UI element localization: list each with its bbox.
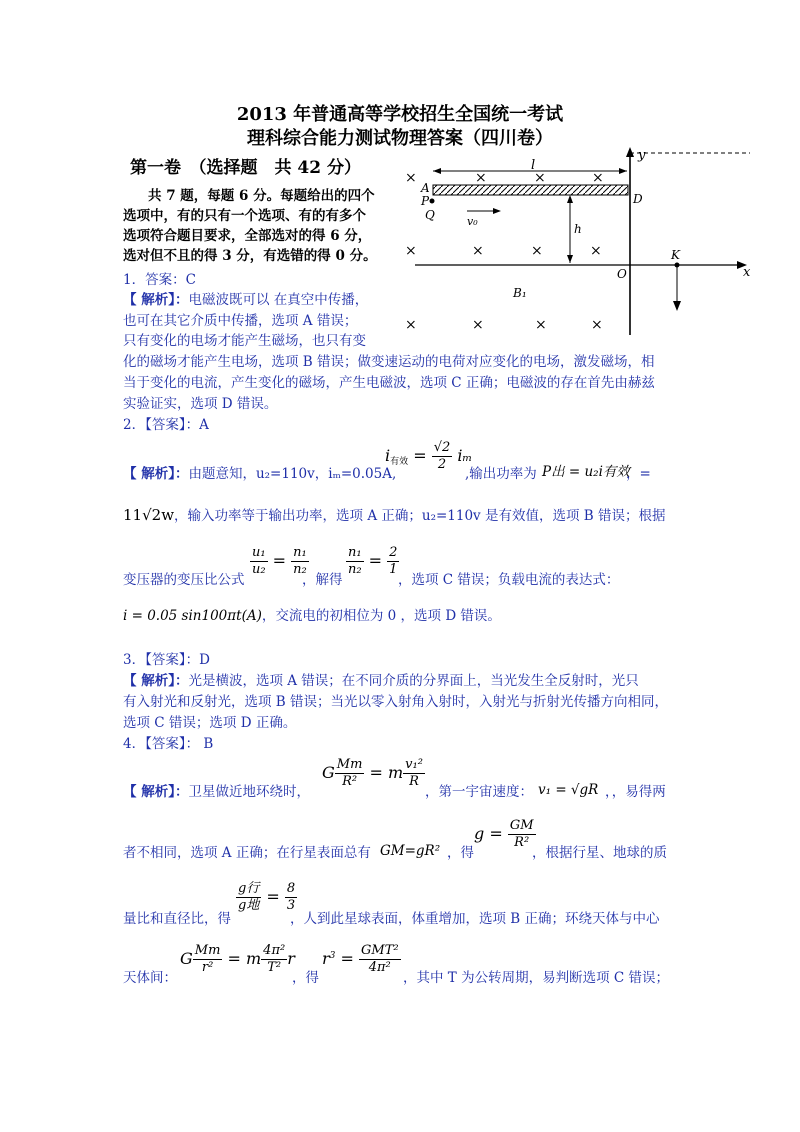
svg-text:×: × [531,243,543,259]
q2-ratio: $\frac{\text{u₁}}{\text{u₂}}$ = $\frac{\text{n₁}}{\text{n₂}}$ [252,545,307,577]
q4-gm: GM=gR² [380,843,441,859]
y-label: y [638,148,646,163]
svg-text:×: × [405,317,417,333]
x-label: x [743,265,751,280]
physics-diagram [405,145,760,340]
svg-text:×: × [592,170,604,186]
title-line-1: 2013 年普通高等学校招生全国统一考试 [236,104,564,125]
q4-line-1-end: ，，易得两 [605,784,666,800]
q2-line-2: 11√2w，输入功率等于输出功率，选项 A 正确；u₂=110v 是有效值，选项 B 错误；根据 [123,506,666,524]
q2-line-3-text: 变压器的变压比公式 [123,572,245,588]
q1-line-5: 当于变化的电流，产生变化的磁场，产生电磁波，选项 C 正确；电磁波的存在首先由赫兹 [123,375,655,391]
q1-line-1: 【 解析】：电磁波既可以 在真空中传播， [123,292,369,308]
title-line-2: 理科综合能力测试物理答案（四川卷） [247,128,553,149]
q2-eq: ，= [626,466,651,482]
v0-label: v₀ [467,215,478,228]
intro-line-2: 选项中，有的只有一个选项、有的有多个 [123,208,366,224]
plate [433,185,628,195]
svg-text:×: × [534,170,546,186]
intro-line-4: 选对但不且的得 3 分，有选错的得 0 分。 [123,248,377,264]
q4-eq-gravity: G $\frac{Mm}{\text{R²}}$ = m $\frac{\text{v₁²}}{R}$ [322,757,423,789]
q1-line-3: 只有变化的电场才能产生磁场，也只有变 [123,333,366,349]
q4-line-2: 者不相同，选项 A 正确；在行星表面总有 [123,845,371,861]
B1-label: B₁ [513,286,527,300]
q3-line-1: 【 解析】：光是横波，选项 A 错误；在不同介质的分界面上，当光发生全反射时，光只 [123,673,639,689]
q1-answer: 1．答案：C [123,272,196,288]
q2-line-4: i = 0.05 sin100πt(A)，交流电的初相位为 0 ，选项 D 错误。 [123,608,501,624]
Q-label: Q [425,208,435,222]
q4-g-formula: g = $\frac{GM}{\text{R²}}$ [474,818,534,850]
q3-line-2: 有入射光和反射光，选项 B 错误；当光以零入射角入射时，入射光与折射光传播方向相同， [123,694,669,710]
q4-de2: ，得 [292,970,319,986]
svg-text:×: × [475,170,487,186]
q4-r3-eq: $r^3$ = $\frac{\text{GMT²}}{\text{4π²}}$ [322,943,399,975]
section-heading: 第一卷 （选择题 共 42 分） [130,158,361,178]
svg-text:×: × [590,243,602,259]
q4-line-4: 天体间： [123,970,177,986]
svg-text:×: × [472,317,484,333]
q2-solve: ，解得 [302,572,343,588]
q2-line-3-end: ，选项 C 错误；负载电流的表达式： [398,572,620,588]
q1-line-4: 化的磁场才能产生电场，选项 B 错误；做变速运动的电荷对应变化的电场，激发磁场，相 [123,354,655,370]
q4-v1: v₁ = √gR [538,782,599,798]
q4-g-ratio: $\frac{\text{g行}}{\text{g地}}$ = $\frac{8}{3}$ [238,881,296,913]
intro-line-3: 选项符合题目要求，全部选对的得 6 分， [123,228,372,244]
svg-text:×: × [472,243,484,259]
q2-answer: 2．【答案】：A [123,417,209,433]
q2-output-text: ,输出功率为 [465,466,537,482]
q1-line-6: 实验证实，选项 D 错误。 [123,396,278,412]
P-label: P [421,194,430,208]
K-label: K [671,248,680,262]
h-label: h [574,222,582,236]
q4-de: ，得 [447,845,474,861]
particle [430,199,435,204]
A-label: A [421,181,430,195]
D-label: D [633,192,643,206]
q4-line-1: 【 解析】：卫星做近地环绕时， [123,784,310,800]
q4-line-3-end: ，人到此星球表面，体重增加，选项 B 正确；环绕天体与中心 [290,911,660,927]
q1-line-2: 也可在其它介质中传播，选项 A 错误； [123,313,358,329]
svg-text:×: × [405,170,417,186]
svg-text:×: × [535,317,547,333]
svg-text:×: × [405,243,417,259]
q4-orbit-eq: G $\frac{Mm}{\text{r²}}$ = m $\frac{\text{4π²}}{\text{T²}}$ r [180,943,295,975]
q2-formula-ieff: $i_{有效}$ = $\frac{√2}{2}$ iₘ [385,440,473,472]
O-label: O [617,267,627,281]
y-axis-arrow [626,147,634,157]
q2-pout: P出 = u₂i有效 [542,464,630,480]
q4-answer: 4．【答案】： B [123,736,214,752]
q4-line-3: 量比和直径比，得 [123,911,231,927]
svg-text:×: × [591,317,603,333]
q2-line-1: 【 解析】：由题意知，u₂=110v，iₘ=0.05A, [123,466,397,482]
q3-answer: 3．【答案】：D [123,652,210,668]
point-K [675,263,680,268]
q3-line-3: 选项 C 错误；选项 D 正确。 [123,715,297,731]
l-label: l [531,158,536,173]
q4-line-4-end: ，其中 T 为公转周期，易判断选项 C 错误； [403,970,669,986]
intro-line-1: 共 7 题，每题 6 分。每题给出的四个 [148,188,375,204]
q4-line-2-end: ，根据行星、地球的质 [532,845,667,861]
q2-result: $\frac{\text{n₁}}{\text{n₂}}$ = $\frac{2}{1}$ [348,545,398,577]
q4-first-velocity: ，第一宇宙速度： [425,784,533,800]
